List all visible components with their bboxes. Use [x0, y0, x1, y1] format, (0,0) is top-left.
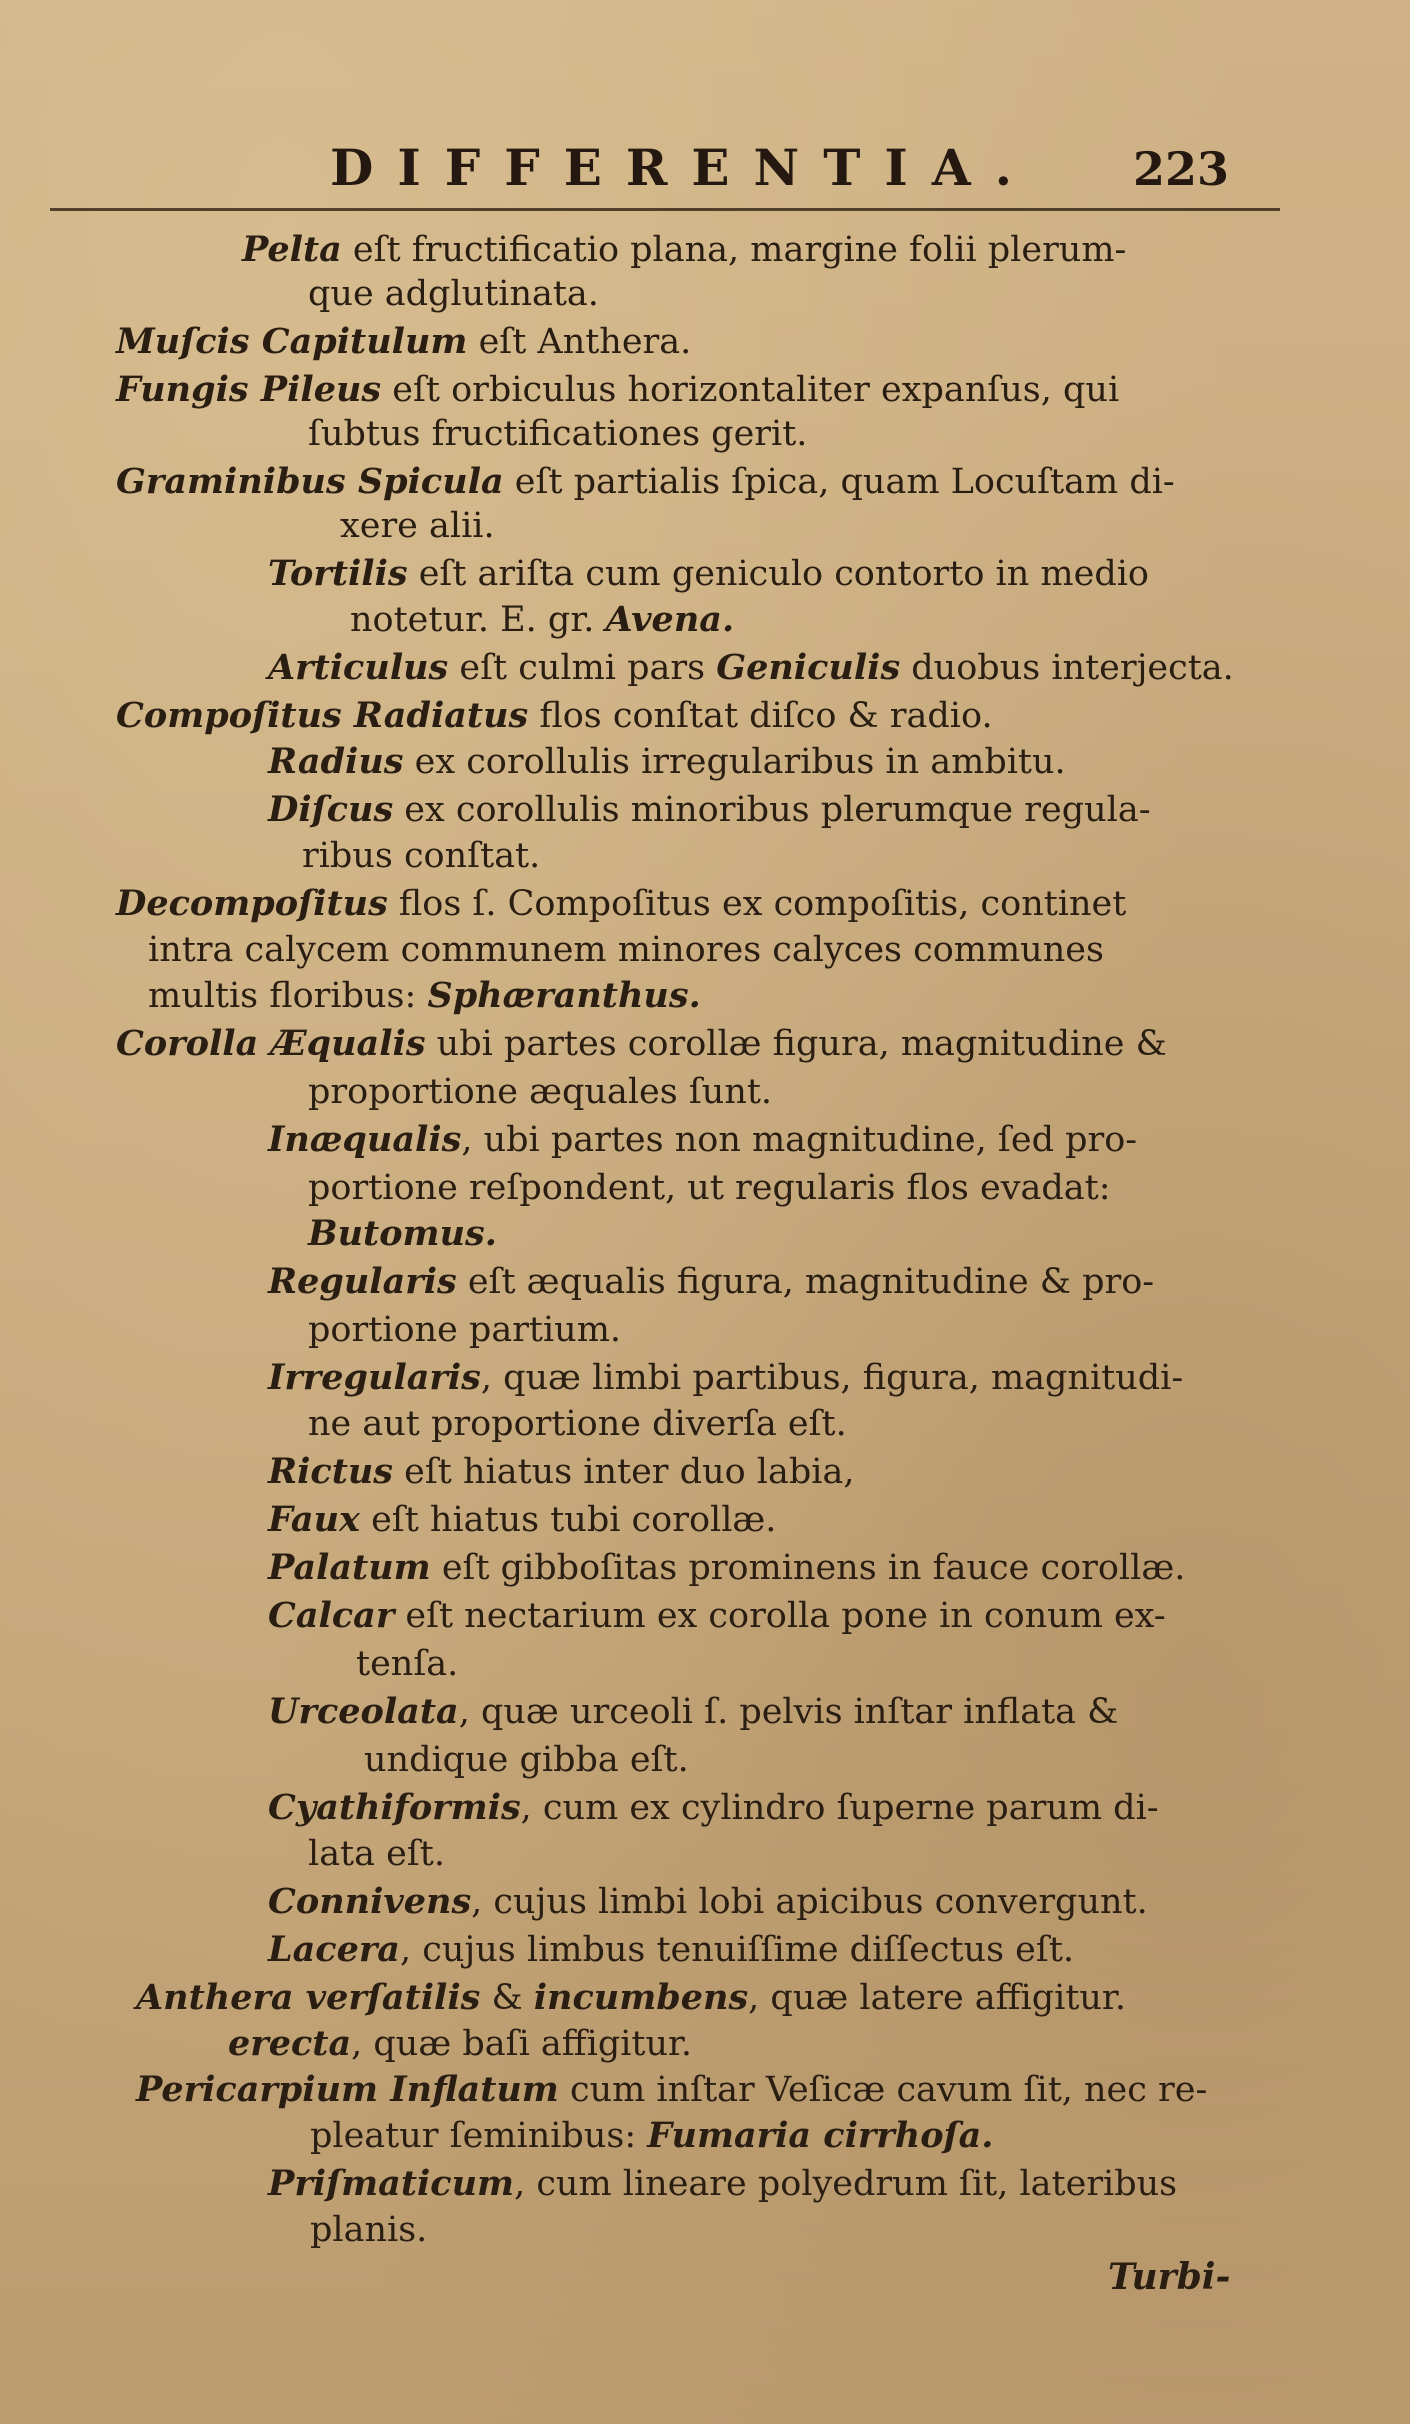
- text-line: notetur. E. gr. Avena.: [350, 599, 735, 640]
- text-line: lata eſt.: [308, 1834, 445, 1874]
- page-header: [0, 138, 1410, 202]
- text-line: ſubtus fructificationes gerit.: [308, 414, 808, 454]
- text-line: Tortilis eſt ariſta cum geniculo contorto in medio: [268, 553, 1149, 594]
- text-line: Irregularis, quæ limbi partibus, figura, magnitudi-: [268, 1357, 1184, 1398]
- text-line: erecta, quæ baſi affigitur.: [228, 2023, 693, 2064]
- text-line: Urceolata, quæ urceoli ſ. pelvis inſtar inflata &: [268, 1691, 1119, 1732]
- text-line: Corolla Æqualis ubi partes corollæ figura, magnitudine &: [116, 1023, 1167, 1064]
- text-line: pleatur ſeminibus: Fumaria cirrhoſa.: [310, 2115, 994, 2156]
- text-line: Graminibus Spicula eſt partialis ſpica, quam Locuſtam di-: [116, 461, 1175, 502]
- text-line: Pericarpium Inflatum cum inſtar Veſicæ cavum ſit, nec re-: [136, 2069, 1208, 2110]
- running-head: DIFFERENTIA.: [330, 138, 1037, 197]
- text-line: tenſa.: [356, 1644, 459, 1684]
- text-line: Regularis eſt æqualis figura, magnitudine & pro-: [268, 1261, 1155, 1302]
- text-line: Palatum eſt gibboſitas prominens in fauce corollæ.: [268, 1547, 1186, 1588]
- text-line: Faux eſt hiatus tubi corollæ.: [268, 1499, 777, 1540]
- text-line: Anthera verſatilis & incumbens, quæ latere affigitur.: [136, 1977, 1126, 2018]
- text-line: Calcar eſt nectarium ex corolla pone in conum ex-: [268, 1595, 1166, 1636]
- text-line: xere alii.: [340, 506, 495, 546]
- text-line: multis floribus: Sphæranthus.: [148, 975, 701, 1016]
- text-line: proportione æquales ſunt.: [308, 1072, 773, 1112]
- text-line: Lacera, cujus limbus tenuiſſime diſſectus eſt.: [268, 1929, 1075, 1970]
- text-line: undique gibba eſt.: [364, 1740, 689, 1780]
- page-number: 223: [1133, 142, 1230, 196]
- text-line: Priſmaticum, cum lineare polyedrum ſit, lateribus: [268, 2163, 1178, 2204]
- text-line: portione partium.: [308, 1310, 622, 1350]
- text-line: ne aut proportione diverſa eſt.: [308, 1404, 847, 1444]
- text-line: Rictus eſt hiatus inter duo labia,: [268, 1451, 855, 1492]
- text-line: Diſcus ex corollulis minoribus plerumque regula-: [268, 789, 1151, 830]
- text-line: Muſcis Capitulum eſt Anthera.: [116, 321, 692, 362]
- text-line: Compoſitus Radiatus flos conſtat diſco & radio.: [116, 695, 993, 736]
- header-rule: [50, 208, 1280, 211]
- text-line: Cyathiformis, cum ex cylindro ſuperne parum di-: [268, 1787, 1159, 1828]
- text-line: Decompoſitus flos ſ. Compoſitus ex compoſitis, continet: [116, 883, 1127, 924]
- text-line: Inæqualis, ubi partes non magnitudine, ſed pro-: [268, 1119, 1138, 1160]
- catchword: Turbi-: [1108, 2256, 1231, 2298]
- text-line: Pelta eſt fructificatio plana, margine folii plerum-: [242, 229, 1127, 270]
- text-line: que adglutinata.: [308, 274, 599, 314]
- text-line: portione reſpondent, ut regularis flos evadat:: [308, 1168, 1111, 1208]
- text-line: planis.: [310, 2210, 428, 2250]
- text-line: ribus conſtat.: [302, 836, 541, 876]
- text-line: Articulus eſt culmi pars Geniculis duobus interjecta.: [268, 647, 1234, 688]
- text-line: intra calycem communem minores calyces communes: [148, 930, 1104, 970]
- text-line: Fungis Pileus eſt orbiculus horizontaliter expanſus, qui: [116, 369, 1120, 410]
- text-line: Radius ex corollulis irregularibus in ambitu.: [268, 741, 1066, 782]
- text-line: Butomus.: [308, 1213, 497, 1254]
- text-line: Connivens, cujus limbi lobi apicibus convergunt.: [268, 1881, 1148, 1922]
